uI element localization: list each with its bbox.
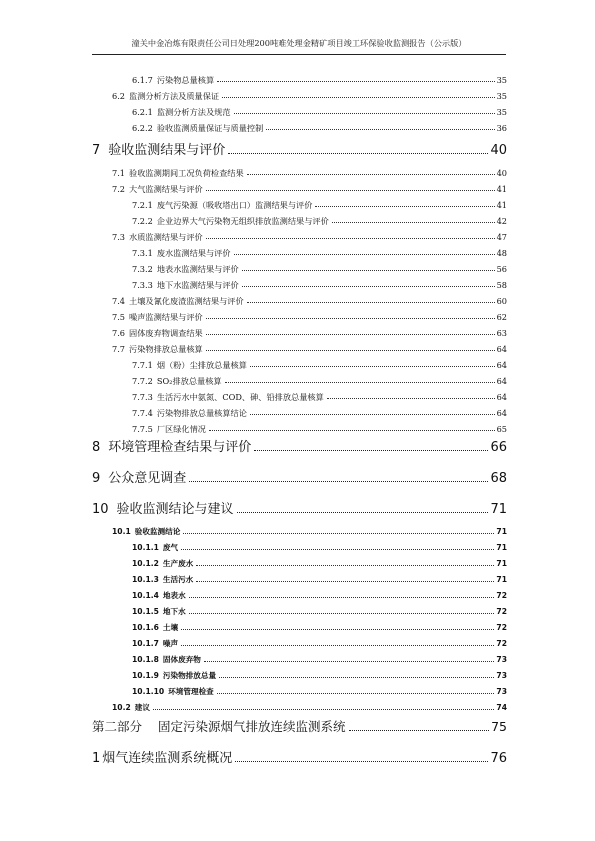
toc-page-number: 48 bbox=[496, 248, 507, 258]
dot-leader bbox=[327, 398, 495, 399]
toc-number: 7.2 bbox=[112, 184, 126, 194]
toc-label: SO₂排放总量核算 bbox=[156, 376, 222, 386]
toc-label: 污染物排放总量核算 bbox=[129, 344, 203, 354]
toc-number: 10.1.4 bbox=[132, 591, 159, 600]
dot-leader bbox=[204, 661, 495, 662]
toc-number: 10.1.9 bbox=[132, 671, 159, 680]
toc-label: 烟（粉）尘排放总量核算 bbox=[156, 360, 247, 370]
toc-page-number: 72 bbox=[496, 591, 507, 600]
toc-number: 10.1 bbox=[112, 527, 131, 536]
toc-label: 污染物排放总量 bbox=[162, 671, 217, 680]
dot-leader bbox=[228, 153, 488, 154]
dot-leader bbox=[242, 286, 495, 287]
toc-number: 10.1.7 bbox=[132, 639, 159, 648]
toc-page-number: 71 bbox=[490, 502, 507, 517]
toc-entry-7[interactable] bbox=[92, 144, 507, 157]
toc-page-number: 35 bbox=[496, 107, 507, 117]
toc-label: 地表水 bbox=[162, 591, 186, 600]
page-header: 潼关中金冶炼有限责任公司日处理200吨难处理金精矿项目竣工环保验收监测报告（公示版） bbox=[131, 38, 467, 48]
toc-number: 第二部分 bbox=[92, 719, 143, 734]
toc-entry-7-2[interactable] bbox=[112, 185, 507, 193]
toc-number: 7.7 bbox=[112, 344, 126, 354]
toc-page-number: 64 bbox=[496, 392, 507, 402]
dot-leader bbox=[219, 677, 494, 678]
toc-entry-10-1-4[interactable] bbox=[132, 592, 507, 600]
dot-leader bbox=[225, 382, 495, 383]
toc-number: 7.3.2 bbox=[132, 264, 153, 274]
toc-label: 验收监测结论 bbox=[134, 527, 181, 536]
dot-leader bbox=[189, 481, 488, 482]
toc-entry-7-2-1[interactable] bbox=[132, 201, 507, 209]
dot-leader bbox=[266, 129, 494, 130]
toc-entry-7-3[interactable] bbox=[112, 233, 507, 241]
dot-leader bbox=[181, 629, 494, 630]
toc-label: 废气 bbox=[162, 543, 179, 552]
toc-number: 9 bbox=[92, 471, 101, 486]
toc-page-number: 64 bbox=[496, 408, 507, 418]
dot-leader bbox=[332, 222, 495, 223]
toc-label: 土壤及氰化废渣监测结果与评价 bbox=[129, 296, 244, 306]
dot-leader bbox=[247, 302, 495, 303]
toc-page-number: 73 bbox=[496, 671, 507, 680]
toc-entry-7-5[interactable] bbox=[112, 313, 507, 321]
toc-page-number: 40 bbox=[490, 143, 507, 158]
toc-label: 烟气连续监测系统概况 bbox=[102, 751, 233, 766]
dot-leader bbox=[250, 366, 495, 367]
toc-label: 企业边界大气污染物无组织排放监测结果与评价 bbox=[156, 216, 329, 226]
toc-page-number: 64 bbox=[496, 376, 507, 386]
dot-leader bbox=[181, 549, 494, 550]
toc-label: 建议 bbox=[134, 703, 150, 712]
toc-label: 地下水监测结果与评价 bbox=[156, 280, 239, 290]
toc-entry-6-1-7[interactable] bbox=[132, 76, 507, 84]
toc-page-number: 71 bbox=[496, 527, 507, 536]
toc-label: 污染物总量核算 bbox=[156, 75, 215, 85]
toc-page-number: 66 bbox=[490, 440, 507, 455]
toc-label: 生活污水 bbox=[162, 575, 194, 584]
toc-page-number: 71 bbox=[496, 559, 507, 568]
toc-entry-10-1-5[interactable] bbox=[132, 608, 507, 616]
toc-number: 7.5 bbox=[112, 312, 126, 322]
toc-entry-8[interactable] bbox=[92, 441, 507, 454]
toc-number: 10.1.1 bbox=[132, 543, 159, 552]
toc-entry-7-3-1[interactable] bbox=[132, 249, 507, 257]
toc-label: 固体废弃物调查结果 bbox=[129, 328, 203, 338]
toc-number: 7.7.3 bbox=[132, 392, 153, 402]
toc-label: 废水监测结果与评价 bbox=[156, 248, 231, 258]
toc-label: 监测分析方法及质量保证 bbox=[129, 91, 220, 101]
dot-leader bbox=[234, 254, 495, 255]
toc-label: 生活污水中氨氮、COD、砷、铅排放总量核算 bbox=[156, 392, 324, 402]
dot-leader bbox=[222, 97, 494, 98]
toc-number: 10.1.6 bbox=[132, 623, 159, 632]
toc-page-number: 58 bbox=[496, 280, 507, 290]
dot-leader bbox=[153, 709, 494, 710]
toc-label: 环境管理检查结果与评价 bbox=[108, 440, 252, 455]
toc-page-number: 42 bbox=[496, 216, 507, 226]
toc-entry-7-2-2[interactable] bbox=[132, 217, 507, 225]
toc-number: 10.2 bbox=[112, 703, 131, 712]
dot-leader bbox=[242, 270, 495, 271]
dot-leader bbox=[206, 318, 495, 319]
toc-number: 6.2.2 bbox=[132, 123, 153, 133]
toc-entry-10-2[interactable] bbox=[112, 704, 507, 712]
toc-label: 固定污染源烟气排放连续监测系统 bbox=[158, 719, 346, 734]
toc-number: 6.2 bbox=[112, 91, 126, 101]
toc-label: 水质监测结果与评价 bbox=[129, 232, 203, 242]
dot-leader bbox=[235, 761, 488, 762]
toc-label: 验收监测结论与建议 bbox=[116, 502, 234, 517]
toc-number: 7.7.2 bbox=[132, 376, 153, 386]
toc-entry-7-7-4[interactable] bbox=[132, 409, 507, 417]
toc-entry-6-2-1[interactable] bbox=[132, 108, 507, 116]
toc-number: 10.1.3 bbox=[132, 575, 159, 584]
toc-page-number: 64 bbox=[496, 344, 507, 354]
toc-label: 固体废弃物 bbox=[162, 655, 201, 664]
dot-leader bbox=[206, 238, 495, 239]
dot-leader bbox=[206, 190, 495, 191]
toc-entry-10-1[interactable] bbox=[112, 528, 507, 536]
toc-number: 7.1 bbox=[112, 168, 126, 178]
toc-label: 地下水 bbox=[162, 607, 186, 616]
toc-number: 10 bbox=[92, 502, 109, 517]
toc-number: 7 bbox=[92, 143, 101, 158]
toc-label: 监测分析方法及规范 bbox=[156, 107, 231, 117]
toc-entry-10-1-9[interactable] bbox=[132, 672, 507, 680]
dot-leader bbox=[234, 113, 495, 114]
dot-leader bbox=[237, 512, 489, 513]
toc-page-number: 40 bbox=[496, 168, 507, 178]
toc-number: 10.1.2 bbox=[132, 559, 159, 568]
toc-page-number: 41 bbox=[496, 200, 507, 210]
toc-label: 土壤 bbox=[162, 623, 179, 632]
dot-leader bbox=[217, 693, 495, 694]
toc-page-number: 73 bbox=[496, 687, 507, 696]
toc-page-number: 73 bbox=[496, 655, 507, 664]
toc-number: 7.6 bbox=[112, 328, 126, 338]
toc-page-number: 68 bbox=[490, 471, 507, 486]
toc-number: 7.7.1 bbox=[132, 360, 153, 370]
toc-entry-10[interactable] bbox=[92, 503, 507, 516]
dot-leader bbox=[349, 730, 490, 731]
toc-entry-10-1-1[interactable] bbox=[132, 544, 507, 552]
toc-entry-10-1-3[interactable] bbox=[132, 576, 507, 584]
dot-leader bbox=[196, 565, 494, 566]
toc-entry-7-7-2[interactable] bbox=[132, 377, 507, 385]
dot-leader bbox=[315, 206, 494, 207]
toc-label: 噪声 bbox=[162, 639, 179, 648]
toc-entry-7-7[interactable] bbox=[112, 345, 507, 353]
toc-label: 噪声监测结果与评价 bbox=[129, 312, 203, 322]
toc-entry-9[interactable] bbox=[92, 472, 507, 485]
dot-leader bbox=[196, 581, 494, 582]
toc-page-number: 63 bbox=[496, 328, 507, 338]
toc-entry-7-6[interactable] bbox=[112, 329, 507, 337]
toc-page-number: 64 bbox=[496, 360, 507, 370]
toc-label: 生产废水 bbox=[162, 559, 194, 568]
toc-number: 7.7.4 bbox=[132, 408, 153, 418]
toc-page-number: 75 bbox=[491, 719, 507, 734]
toc-page-number: 72 bbox=[496, 623, 507, 632]
dot-leader bbox=[206, 350, 495, 351]
toc-page-number: 72 bbox=[496, 607, 507, 616]
toc-entry-6-2-2[interactable] bbox=[132, 124, 507, 132]
toc-label: 公众意见调查 bbox=[108, 471, 187, 486]
toc-label: 验收监测质量保证与质量控制 bbox=[156, 123, 264, 133]
toc-label: 污染物排放总量核算结论 bbox=[156, 408, 247, 418]
toc-number: 7.4 bbox=[112, 296, 126, 306]
toc-entry-10-1-6[interactable] bbox=[132, 624, 507, 632]
toc-page-number: 72 bbox=[496, 639, 507, 648]
toc-entry-7-7-3[interactable] bbox=[132, 393, 507, 401]
toc-number: 6.2.1 bbox=[132, 107, 153, 117]
toc-number: 7.3 bbox=[112, 232, 126, 242]
toc-number: 10.1.10 bbox=[132, 687, 165, 696]
toc-number: 10.1.8 bbox=[132, 655, 159, 664]
toc-page-number: 41 bbox=[496, 184, 507, 194]
toc-entry-7-4[interactable] bbox=[112, 297, 507, 305]
toc-entry-10-1-2[interactable] bbox=[132, 560, 507, 568]
toc-entry-7-3-2[interactable] bbox=[132, 265, 507, 273]
toc-page-number: 74 bbox=[496, 703, 507, 712]
toc-page-number: 62 bbox=[496, 312, 507, 322]
toc-number: 7.7.5 bbox=[132, 424, 153, 434]
toc-number: 6.1.7 bbox=[132, 75, 153, 85]
toc-entry-7-7-1[interactable] bbox=[132, 361, 507, 369]
toc-entry-10-1-10[interactable] bbox=[132, 688, 507, 696]
dot-leader bbox=[183, 533, 494, 534]
toc-entry-6-2[interactable] bbox=[112, 92, 507, 100]
toc-entry-10-1-7[interactable] bbox=[132, 640, 507, 648]
toc-page-number: 71 bbox=[496, 543, 507, 552]
toc-entry-7-7-5[interactable] bbox=[132, 425, 507, 433]
toc-label: 厂区绿化情况 bbox=[156, 424, 206, 434]
toc-number: 7.3.1 bbox=[132, 248, 153, 258]
toc-number: 1 bbox=[92, 751, 101, 766]
dot-leader bbox=[206, 334, 495, 335]
dot-leader bbox=[217, 81, 494, 82]
toc-page-number: 35 bbox=[496, 91, 507, 101]
toc-entry-7-3-3[interactable] bbox=[132, 281, 507, 289]
toc-number: 7.2.2 bbox=[132, 216, 153, 226]
toc-number: 10.1.5 bbox=[132, 607, 159, 616]
toc-label: 环境管理检查 bbox=[168, 687, 214, 696]
toc-number: 8 bbox=[92, 440, 101, 455]
toc-page-number: 60 bbox=[496, 296, 507, 306]
dot-leader bbox=[189, 613, 495, 614]
toc-label: 验收监测期间工况负荷检查结果 bbox=[129, 168, 244, 178]
toc-page-number: 56 bbox=[496, 264, 507, 274]
dot-leader bbox=[254, 450, 488, 451]
toc-number: 7.3.3 bbox=[132, 280, 153, 290]
toc-label: 验收监测结果与评价 bbox=[108, 143, 226, 158]
toc-entry-part-two[interactable] bbox=[92, 721, 507, 734]
toc-number: 7.2.1 bbox=[132, 200, 153, 210]
toc-entry-7-1[interactable] bbox=[112, 169, 507, 177]
toc-page-number: 35 bbox=[496, 75, 507, 85]
dot-leader bbox=[181, 645, 494, 646]
dot-leader bbox=[247, 174, 495, 175]
toc-page-number: 36 bbox=[496, 123, 507, 133]
dot-leader bbox=[189, 597, 495, 598]
toc-entry-10-1-8[interactable] bbox=[132, 656, 507, 664]
toc-page-number: 76 bbox=[490, 751, 507, 766]
toc-page-number: 71 bbox=[496, 575, 507, 584]
toc-page-number: 47 bbox=[496, 232, 507, 242]
toc-label: 地表水监测结果与评价 bbox=[156, 264, 239, 274]
toc-entry-part-two-1[interactable] bbox=[92, 752, 507, 765]
toc-label: 大气监测结果与评价 bbox=[129, 184, 203, 194]
toc-page-number: 65 bbox=[496, 424, 507, 434]
dot-leader bbox=[209, 430, 495, 431]
toc-label: 废气污染源（吸收塔出口）监测结果与评价 bbox=[156, 200, 313, 210]
dot-leader bbox=[250, 414, 495, 415]
